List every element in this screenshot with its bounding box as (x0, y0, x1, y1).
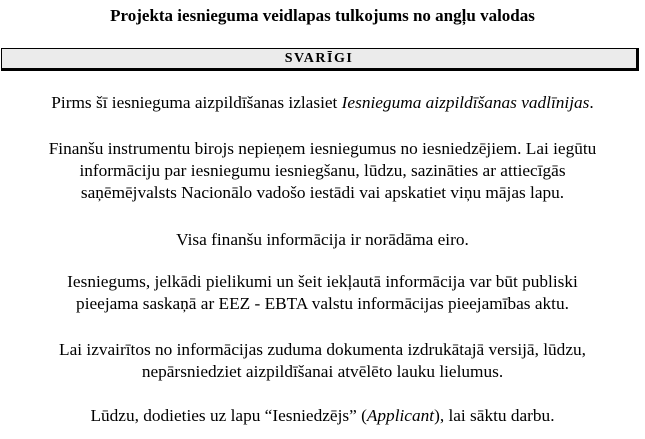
field-size-line: Lai izvairītos no informācijas zuduma dokumenta izdrukātajā versijā, lūdzu, (59, 340, 586, 359)
submission-line: Finanšu instrumentu birojs nepieņem iesniegumus no iesniedzējiem. Lai iegūtu (48, 139, 597, 158)
field-size-line: nepārsniedziet aizpildīšanai atvēlēto lauku lielumus. (141, 362, 504, 381)
public-access-paragraph (0, 271, 645, 315)
currency-paragraph: Visa finanšu informācija ir norādāma eiro. (176, 230, 469, 249)
submission-paragraph (0, 138, 645, 204)
public-access-line: pieejama saskaņā ar EEZ - EBTA valstu informācijas pieejamības aktu. (76, 294, 569, 313)
field-size-paragraph (0, 339, 645, 383)
guidelines-title: Iesnieguma aizpildīšanas vadlīnijas (341, 93, 590, 112)
submission-line: informāciju par iesniegumu iesniegšanu, lūdzu, sazināties ar attiecīgās (79, 161, 566, 180)
public-access-line: Iesniegums, jelkādi pielikumi un šeit iekļautā informācija var būt publiski (67, 272, 578, 291)
instructions-paragraph (0, 92, 645, 114)
start-text-after: ), lai sāktu darbu. (434, 406, 555, 425)
start-paragraph (0, 405, 645, 427)
instructions-text-before: Pirms šī iesnieguma aizpildīšanas izlasiet (51, 93, 342, 112)
applicant-term: Applicant (366, 406, 435, 425)
start-text-before: Lūdzu, dodieties uz lapu “Iesniedzējs” ( (90, 406, 367, 425)
submission-line: saņēmējvalsts Nacionālo vadošo iestādi vai apskatiet viņu mājas lapu. (80, 183, 565, 202)
document-title: Projekta iesnieguma veidlapas tulkojums no angļu valodas (110, 6, 535, 25)
instructions-text-after: . (589, 93, 594, 112)
important-banner: SVARĪGI (1, 48, 639, 71)
